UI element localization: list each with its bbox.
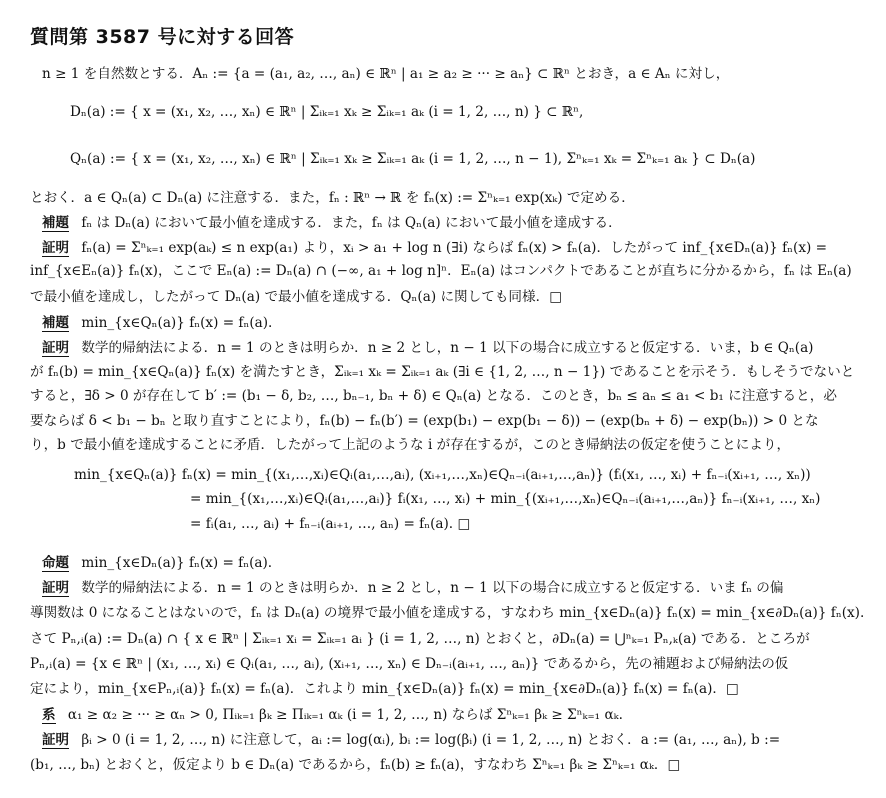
proof3-line-5: 定により，min_{x∈Pₙ,ᵢ(a)} fₙ(x) = fₙ(a)．これより min_{x∈Dₙ(a)} fₙ(x) = min_{x∈∂Dₙ(a)} fₙ(x) = fₙ(a)．□ xyxy=(30,681,739,697)
intro-line: n ≥ 1 を自然数とする．Aₙ := {a = (a₁, a₂, …, aₙ) ∈ ℝⁿ | a₁ ≥ a₂ ≥ ··· ≥ aₙ} ⊂ ℝⁿ とおき，a ∈ Aₙ に対し， xyxy=(42,66,730,82)
lemma2-label: 補題 xyxy=(42,315,69,331)
lemma1-label: 補題 xyxy=(42,215,69,231)
proof2-line-1: 数学的帰納法による．n = 1 のときは明らか．n ≥ 2 とし，n − 1 以下の場合に成立すると仮定する．いま，b ∈ Qₙ(a) xyxy=(81,340,814,356)
proof4-row xyxy=(42,730,780,750)
proof3-label: 証明 xyxy=(42,580,69,596)
proof1-row xyxy=(42,238,827,258)
definition-qn: Qₙ(a) := { x = (x₁, x₂, …, xₙ) ∈ ℝⁿ | Σᵢₖ₌₁ xₖ ≥ Σᵢₖ₌₁ aₖ (i = 1, 2, …, n − 1), Σⁿₖ₌₁ xₖ = Σⁿₖ₌₁ aₖ } ⊂ Dₙ(a) xyxy=(70,151,756,167)
setup-line: とおく．a ∈ Qₙ(a) ⊂ Dₙ(a) に注意する．また，fₙ : ℝⁿ → ℝ を fₙ(x) := Σⁿₖ₌₁ exp(xₖ) で定める． xyxy=(30,190,635,206)
proof4-line-1: βᵢ > 0 (i = 1, 2, …, n) に注意して，aᵢ := log(αᵢ), bᵢ := log(βᵢ) (i = 1, 2, …, n) とおく．a := (a₁, …, aₙ), b := xyxy=(81,732,781,748)
proposition-row xyxy=(42,553,272,573)
equation-line-1: min_{x∈Qₙ(a)} fₙ(x) = min_{(x₁,…,xᵢ)∈Qᵢ(a₁,…,aᵢ), (xᵢ₊₁,…,xₙ)∈Qₙ₋ᵢ(aᵢ₊₁,…,aₙ)} (fᵢ(x₁, …, xᵢ) + fₙ₋ᵢ(xᵢ₊₁, …, xₙ)) xyxy=(74,467,811,483)
lemma1-row xyxy=(42,213,622,233)
proof2-line-4: 要ならば δ < b₁ − bₙ と取り直すことにより，fₙ(b) − fₙ(b′) = (exp(b₁) − exp(b₁ − δ)) − (exp(bₙ + δ) − exp(bₙ)) > 0 とな xyxy=(30,413,819,429)
corollary-statement: α₁ ≥ α₂ ≥ ··· ≥ αₙ > 0, Πᵢₖ₌₁ βₖ ≥ Πᵢₖ₌₁ αₖ (i = 1, 2, …, n) ならば Σⁿₖ₌₁ βₖ ≥ Σⁿₖ₌₁ αₖ. xyxy=(67,707,623,723)
equation-line-2: = min_{(x₁,…,xᵢ)∈Qᵢ(a₁,…,aᵢ)} fᵢ(x₁, …, xᵢ) + min_{(xᵢ₊₁,…,xₙ)∈Qₙ₋ᵢ(aᵢ₊₁,…,aₙ)} fₙ₋ᵢ(xᵢ₊₁, …, xₙ) xyxy=(190,491,821,507)
proof4-label: 証明 xyxy=(42,732,69,748)
corollary-label: 系 xyxy=(42,707,56,723)
proof1-label: 証明 xyxy=(42,240,69,256)
corollary-row xyxy=(42,705,623,725)
proposition-statement: min_{x∈Dₙ(a)} fₙ(x) = fₙ(a). xyxy=(81,555,273,571)
proposition-label: 命題 xyxy=(42,555,69,571)
proof3-line-1: 数学的帰納法による．n = 1 のときは明らか．n ≥ 2 とし，n − 1 以下の場合に成立すると仮定する．いま fₙ の偏 xyxy=(81,580,784,596)
proof3-line-2: 導関数は 0 になることはないので，fₙ は Dₙ(a) の境界で最小値を達成する，すなわち min_{x∈Dₙ(a)} fₙ(x) = min_{x∈∂Dₙ(a)} fₙ(x). xyxy=(30,605,865,621)
proof2-label: 証明 xyxy=(42,340,69,356)
proof1-line-1: fₙ(a) = Σⁿₖ₌₁ exp(aₖ) ≤ n exp(a₁) より，xᵢ > a₁ + log n (∃i) ならば fₙ(x) > fₙ(a)．したがって inf_{x∈Dₙ(a)} fₙ(x) = xyxy=(81,240,828,256)
proof1-line-3: で最小値を達成し，したがって Dₙ(a) で最小値を達成する．Qₙ(a) に関しても同様．□ xyxy=(30,289,563,305)
proof2-row xyxy=(42,338,814,358)
lemma1-statement: fₙ は Dₙ(a) において最小値を達成する．また，fₙ は Qₙ(a) において最小値を達成する． xyxy=(81,215,622,231)
proof4-line-2: (b₁, …, bₙ) とおくと，仮定より b ∈ Dₙ(a) であるから，fₙ(b) ≥ fₙ(a)，すなわち Σⁿₖ₌₁ βₖ ≥ Σⁿₖ₌₁ αₖ．□ xyxy=(30,757,681,773)
equation-line-3: = fᵢ(a₁, …, aᵢ) + fₙ₋ᵢ(aᵢ₊₁, …, aₙ) = fₙ(a). □ xyxy=(190,516,471,532)
proof1-line-2: inf_{x∈Eₙ(a)} fₙ(x)，ここで Eₙ(a) := Dₙ(a) ∩ (−∞, a₁ + log n]ⁿ．Eₙ(a) はコンパクトであることが直ちに分かるから，fₙ は Eₙ(a) xyxy=(30,263,852,279)
definition-dn: Dₙ(a) := { x = (x₁, x₂, …, xₙ) ∈ ℝⁿ | Σᵢₖ₌₁ xₖ ≥ Σᵢₖ₌₁ aₖ (i = 1, 2, …, n) } ⊂ ℝⁿ, xyxy=(70,104,584,120)
lemma2-row xyxy=(42,313,272,333)
proof2-line-3: すると，∃δ > 0 が存在して b′ := (b₁ − δ, b₂, …, bₙ₋₁, bₙ + δ) ∈ Qₙ(a) となる．このとき，bₙ ≤ aₙ ≤ a₁ < b₁ に注意すると，必 xyxy=(30,388,837,404)
proof2-line-5: り，b で最小値を達成することに矛盾．したがって上記のような i が存在するが，このとき帰納法の仮定を使うことにより， xyxy=(30,437,791,453)
proof3-line-3: さて Pₙ,ᵢ(a) := Dₙ(a) ∩ { x ∈ ℝⁿ | Σᵢₖ₌₁ xᵢ = Σᵢₖ₌₁ aᵢ } (i = 1, 2, …, n) とおくと，∂Dₙ(a) = ⋃ⁿₖ₌₁ Pₙ,ₖ(a) である．ところが xyxy=(30,631,810,647)
proof3-line-4: Pₙ,ᵢ(a) = {x ∈ ℝⁿ | (x₁, …, xᵢ) ∈ Qᵢ(a₁, …, aᵢ), (xᵢ₊₁, …, xₙ) ∈ Dₙ₋ᵢ(aᵢ₊₁, …, aₙ)} であるから，先の補題および帰納法の仮 xyxy=(30,656,789,672)
proof2-line-2: が fₙ(b) = min_{x∈Qₙ(a)} fₙ(x) を満たすとき，Σᵢₖ₌₁ xₖ = Σᵢₖ₌₁ aₖ (∃i ∈ {1, 2, …, n − 1}) であることを示そう．もしそうでないと xyxy=(30,364,855,380)
proof3-row xyxy=(42,578,784,598)
lemma2-statement: min_{x∈Qₙ(a)} fₙ(x) = fₙ(a). xyxy=(81,315,273,331)
page-title: 質問第 3587 号に対する回答 xyxy=(30,26,295,48)
